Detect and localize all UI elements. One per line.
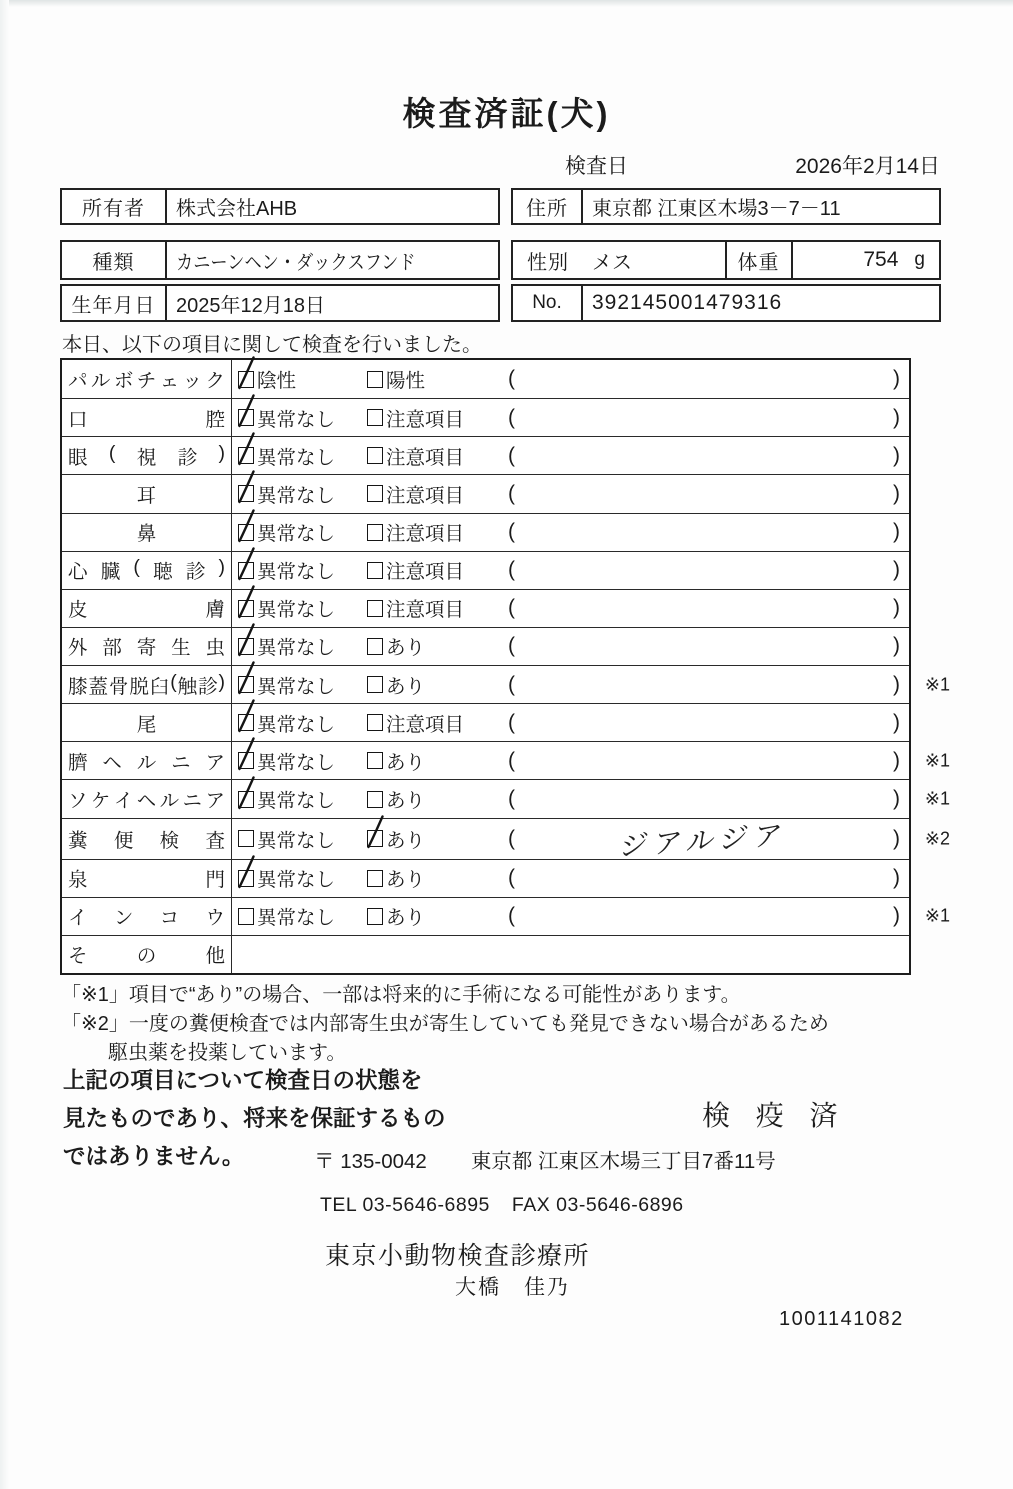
paren-open: (	[508, 520, 515, 544]
exam-option	[238, 902, 367, 930]
checkbox-unchecked-icon[interactable]	[367, 409, 383, 426]
paren-close: )	[893, 710, 900, 734]
exam-option-label: あり	[386, 907, 426, 930]
exam-option-label: 異常なし	[257, 675, 336, 698]
exam-option-label: 異常なし	[257, 637, 336, 660]
exam-option	[367, 825, 508, 853]
exam-item-label: 耳	[62, 475, 232, 512]
pet-info-row-1	[60, 240, 941, 280]
exam-option-label: 注意項目	[386, 599, 465, 622]
exam-option	[238, 480, 367, 508]
exam-item-label: 臍 ヘ ル ニ ア	[62, 742, 232, 779]
exam-table-row	[62, 859, 909, 897]
exam-option-label: 注意項目	[386, 561, 465, 584]
checkbox-checked-icon[interactable]	[238, 791, 254, 808]
checkbox-unchecked-icon[interactable]	[367, 752, 383, 769]
owner-label: 所有者	[62, 190, 167, 223]
exam-item-label: 尾	[62, 704, 232, 741]
clinic-tel-line	[320, 1194, 684, 1217]
exam-table-row	[62, 360, 909, 398]
paren-open: (	[508, 904, 515, 928]
exam-table-row	[62, 703, 909, 741]
exam-option-label: 異常なし	[257, 869, 336, 892]
paren-close: )	[893, 826, 900, 850]
checkbox-checked-icon[interactable]	[238, 752, 254, 769]
breed-box	[60, 240, 500, 280]
exam-option-label: あり	[386, 751, 426, 774]
finding-field	[508, 367, 909, 391]
exam-table-row	[62, 818, 950, 862]
checkbox-unchecked-icon[interactable]	[367, 562, 383, 579]
exam-option-label: 注意項目	[386, 446, 465, 469]
checkbox-unchecked-icon[interactable]	[367, 676, 383, 693]
exam-option	[367, 365, 508, 393]
clinic-name: 東京小動物検査診療所	[325, 1242, 591, 1270]
finding-field	[508, 520, 909, 544]
paren-open: (	[508, 405, 515, 429]
paren-open: (	[508, 558, 515, 582]
footnote-2-line1: 「※2」一度の糞便検査では内部寄生虫が寄生していても発見できない場合があるため	[61, 1013, 829, 1035]
checkbox-unchecked-icon[interactable]	[367, 908, 383, 925]
exam-option-label: 異常なし	[257, 561, 336, 584]
breed-value	[167, 242, 498, 278]
exam-table-row	[62, 779, 950, 817]
exam-option-label: 異常なし	[257, 523, 336, 546]
footnote-marker: ※1	[924, 905, 950, 926]
exam-option-label: あり	[386, 790, 426, 813]
sex-label: 性別	[527, 251, 569, 274]
paren-close: )	[893, 558, 900, 582]
exam-option	[238, 556, 367, 584]
exam-item-label: 皮 膚	[62, 590, 232, 627]
exam-option-label: 異常なし	[257, 446, 336, 469]
exam-option-label: 注意項目	[386, 484, 465, 507]
document-number: 1001141082	[779, 1308, 904, 1330]
exam-item-result	[232, 514, 909, 551]
exam-option	[367, 785, 508, 813]
exam-option-label: あり	[386, 637, 426, 660]
birth-label: 生年月日	[62, 286, 167, 320]
footnotes	[61, 981, 829, 1068]
exam-option-label: 異常なし	[257, 751, 336, 774]
paren-open: (	[508, 826, 515, 850]
exam-item-result	[232, 399, 909, 436]
paren-close: )	[893, 481, 900, 505]
exam-option-label: 注意項目	[386, 408, 465, 431]
exam-item-label: ソ ケ イ ヘ ル ニ ア	[62, 780, 232, 817]
exam-option-label: 異常なし	[257, 599, 336, 622]
exam-item-result	[232, 704, 909, 741]
exam-option	[367, 632, 508, 660]
exam-option	[238, 632, 367, 660]
exam-item-result	[232, 742, 909, 779]
quarantine-stamp: 検 疫 済	[702, 1100, 847, 1131]
footnote-marker: ※1	[924, 788, 950, 809]
exam-table-row	[62, 665, 950, 703]
footnote-marker: ※1	[924, 750, 950, 771]
checkbox-unchecked-icon[interactable]	[367, 447, 383, 464]
exam-option	[238, 747, 367, 775]
owner-box	[60, 188, 500, 225]
paren-close: )	[893, 672, 900, 696]
exam-item-result	[232, 437, 909, 474]
checkbox-checked-icon[interactable]	[238, 714, 254, 731]
finding-field	[508, 673, 909, 697]
exam-option	[367, 902, 508, 930]
exam-item-result	[232, 860, 909, 897]
exam-option-label: 注意項目	[386, 523, 465, 546]
exam-option-label: 異常なし	[257, 484, 336, 507]
checkbox-unchecked-icon[interactable]	[367, 791, 383, 808]
checkbox-unchecked-icon[interactable]	[367, 870, 383, 887]
birth-box	[60, 284, 500, 322]
disclaimer-line3: ではありません。	[63, 1144, 245, 1169]
checkbox-checked-icon[interactable]	[238, 676, 254, 693]
checkbox-checked-icon[interactable]	[238, 371, 254, 388]
checkbox-unchecked-icon[interactable]	[238, 830, 254, 847]
exam-table-row	[62, 398, 909, 436]
exam-option-label: 陽性	[386, 370, 426, 393]
checkbox-unchecked-icon[interactable]	[367, 524, 383, 541]
checkbox-checked-icon[interactable]	[238, 485, 254, 502]
finding-field	[508, 596, 909, 620]
owner-address: 東京都 江東区木場3－7－11	[592, 198, 841, 220]
exam-item-result	[232, 590, 909, 627]
exam-option	[238, 671, 367, 699]
breed-label: 種類	[62, 242, 167, 278]
pet-info-row-2	[60, 284, 941, 322]
checkbox-checked-icon[interactable]	[238, 638, 254, 655]
checkbox-unchecked-icon[interactable]	[238, 908, 254, 925]
paren-open: (	[508, 481, 515, 505]
exam-item-label: パ ル ボ チ ェ ッ ク	[62, 360, 232, 398]
exam-item-result	[232, 666, 909, 703]
paren-open: (	[508, 367, 515, 391]
checkbox-checked-icon[interactable]	[367, 830, 383, 847]
exam-date-value: 2026年2月14日	[795, 155, 940, 178]
exam-option	[238, 518, 367, 546]
id-value: 392145001479316	[592, 291, 783, 314]
intro-statement: 本日、以下の項目に関して検査を行いました。	[62, 334, 482, 356]
sex-weight-box	[511, 240, 941, 280]
footnote-marker: ※1	[924, 674, 950, 695]
paren-close: )	[893, 367, 900, 391]
disclaimer-line2: 見たものであり、将来を保証するもの	[63, 1106, 446, 1131]
paren-open: (	[508, 748, 515, 772]
exam-item-label: 心 臓 ( 聴 診 )	[62, 552, 232, 589]
paren-open: (	[508, 710, 515, 734]
exam-item-result	[232, 628, 909, 665]
finding-field	[508, 787, 909, 811]
finding-field	[508, 711, 909, 735]
disclaimer-line1: 上記の項目について検査日の状態を	[63, 1068, 423, 1093]
checkbox-checked-icon[interactable]	[238, 447, 254, 464]
checkbox-unchecked-icon[interactable]	[367, 371, 383, 388]
paren-close: )	[893, 866, 900, 890]
weight-label: 体重	[725, 242, 793, 278]
exam-option	[367, 518, 508, 546]
checkbox-unchecked-icon[interactable]	[367, 714, 383, 731]
exam-table-row	[62, 897, 950, 935]
exam-option-label: 陰性	[257, 370, 297, 393]
clinic-postal-code: 〒 135-0042	[314, 1150, 427, 1173]
exam-option	[367, 747, 508, 775]
veterinarian-name: 大橋 佳乃	[455, 1276, 570, 1299]
id-box	[511, 284, 941, 322]
exam-option-label: 異常なし	[257, 713, 336, 736]
finding-field	[508, 558, 909, 582]
exam-option	[238, 404, 367, 432]
paren-close: )	[893, 443, 900, 467]
exam-option	[238, 709, 367, 737]
exam-table-row	[62, 589, 909, 627]
paren-open: (	[508, 787, 515, 811]
exam-option-label: 異常なし	[257, 408, 336, 431]
paren-close: )	[893, 634, 900, 658]
clinic-address: 東京都 江東区木場三丁目7番11号	[470, 1150, 776, 1173]
paren-close: )	[893, 748, 900, 772]
exam-item-label: イ ン コ ウ	[62, 898, 232, 935]
owner-name: 株式会社AHB	[176, 198, 298, 220]
exam-item-result	[232, 898, 909, 935]
finding-field	[508, 406, 909, 430]
exam-option	[367, 556, 508, 584]
exam-item-result	[232, 475, 909, 512]
exam-table-row	[62, 474, 909, 512]
page-title: 検査済証(犬)	[402, 95, 611, 132]
exam-item-label: 眼 ( 視 診 )	[62, 437, 232, 474]
exam-option	[238, 785, 367, 813]
paren-open: (	[508, 596, 515, 620]
finding-field	[508, 482, 909, 506]
checkbox-checked-icon[interactable]	[238, 562, 254, 579]
birth-value: 2025年12月18日	[176, 294, 325, 317]
checkbox-unchecked-icon[interactable]	[367, 638, 383, 655]
exam-item-label: そ の 他	[62, 936, 232, 973]
checkbox-checked-icon[interactable]	[238, 524, 254, 541]
exam-table-row	[62, 935, 909, 973]
finding-field	[508, 634, 909, 658]
clinic-fax: FAX 03-5646-6896	[511, 1194, 684, 1216]
footnote-1: 「※1」項目で“あり”の場合、一部は将来的に手術になる可能性があります。	[61, 984, 741, 1006]
exam-item-result	[232, 360, 909, 398]
weight-value	[793, 248, 940, 272]
paren-open: (	[508, 634, 515, 658]
finding-field	[508, 818, 909, 862]
exam-item-result	[232, 552, 909, 589]
weight-unit: g	[914, 249, 925, 270]
exam-item-label: 口 腔	[62, 399, 232, 436]
exam-date-row	[565, 150, 940, 180]
paren-open: (	[508, 443, 515, 467]
exam-item-label: 泉 門	[62, 860, 232, 897]
checkbox-checked-icon[interactable]	[238, 870, 254, 887]
finding-field	[508, 444, 909, 468]
exam-table-row	[62, 513, 909, 551]
checkbox-checked-icon[interactable]	[238, 600, 254, 617]
address-box	[511, 188, 941, 225]
exam-table-row	[62, 741, 950, 779]
id-label: No.	[513, 286, 583, 320]
exam-table-row	[62, 436, 909, 474]
exam-option	[367, 671, 508, 699]
checkbox-checked-icon[interactable]	[238, 409, 254, 426]
exam-item-label: 糞 便 検 査	[62, 819, 232, 859]
paren-close: )	[893, 520, 900, 544]
checkbox-unchecked-icon[interactable]	[367, 600, 383, 617]
checkbox-unchecked-icon[interactable]	[367, 485, 383, 502]
exam-option-label: 注意項目	[386, 713, 465, 736]
paren-open: (	[508, 672, 515, 696]
exam-option	[367, 864, 508, 892]
finding-field	[508, 866, 909, 890]
exam-option-label: あり	[386, 675, 426, 698]
exam-item-result	[232, 818, 909, 862]
exam-item-label: 鼻	[62, 514, 232, 551]
finding-entry	[515, 818, 893, 862]
exam-item-label: 外 部 寄 生 虫	[62, 628, 232, 665]
sex-value: メス	[592, 251, 632, 274]
exam-option	[238, 864, 367, 892]
exam-option	[238, 594, 367, 622]
clinic-postal-line	[314, 1144, 776, 1174]
exam-option	[367, 480, 508, 508]
exam-table	[60, 358, 950, 975]
address-label: 住所	[513, 190, 583, 223]
exam-option-label: 異常なし	[257, 829, 336, 852]
exam-item-result	[232, 780, 909, 817]
exam-date-label: 検査日	[565, 155, 628, 178]
exam-table-row	[62, 551, 909, 589]
exam-option	[238, 365, 367, 393]
paren-open: (	[508, 866, 515, 890]
exam-option	[367, 442, 508, 470]
exam-item-label: 膝 蓋 骨 脱 臼 ( 触 診 )	[62, 666, 232, 703]
exam-option-label: 異常なし	[257, 907, 336, 930]
footnote-marker: ※2	[924, 828, 950, 849]
breed-text: カニーンヘン・ダックスフンド	[176, 251, 416, 274]
paren-close: )	[893, 596, 900, 620]
clinic-tel: TEL 03-5646-6895	[320, 1194, 490, 1216]
handwritten-finding: ジアルジア	[617, 818, 790, 862]
weight-number: 754	[863, 248, 899, 271]
paren-close: )	[893, 405, 900, 429]
finding-field	[508, 749, 909, 773]
exam-option	[238, 442, 367, 470]
footnote-2-line2: 駆虫薬を投薬しています。	[108, 1042, 347, 1064]
owner-info-row	[60, 188, 941, 225]
exam-option	[367, 404, 508, 432]
exam-option	[367, 594, 508, 622]
exam-item-result	[232, 936, 909, 973]
paren-close: )	[893, 787, 900, 811]
exam-option-label: あり	[386, 869, 426, 892]
exam-option-label: あり	[386, 829, 426, 852]
finding-field	[508, 904, 909, 928]
exam-option	[238, 825, 367, 853]
paren-close: )	[893, 904, 900, 928]
exam-table-row	[62, 627, 909, 665]
exam-option-label: 異常なし	[257, 790, 336, 813]
exam-option	[367, 709, 508, 737]
